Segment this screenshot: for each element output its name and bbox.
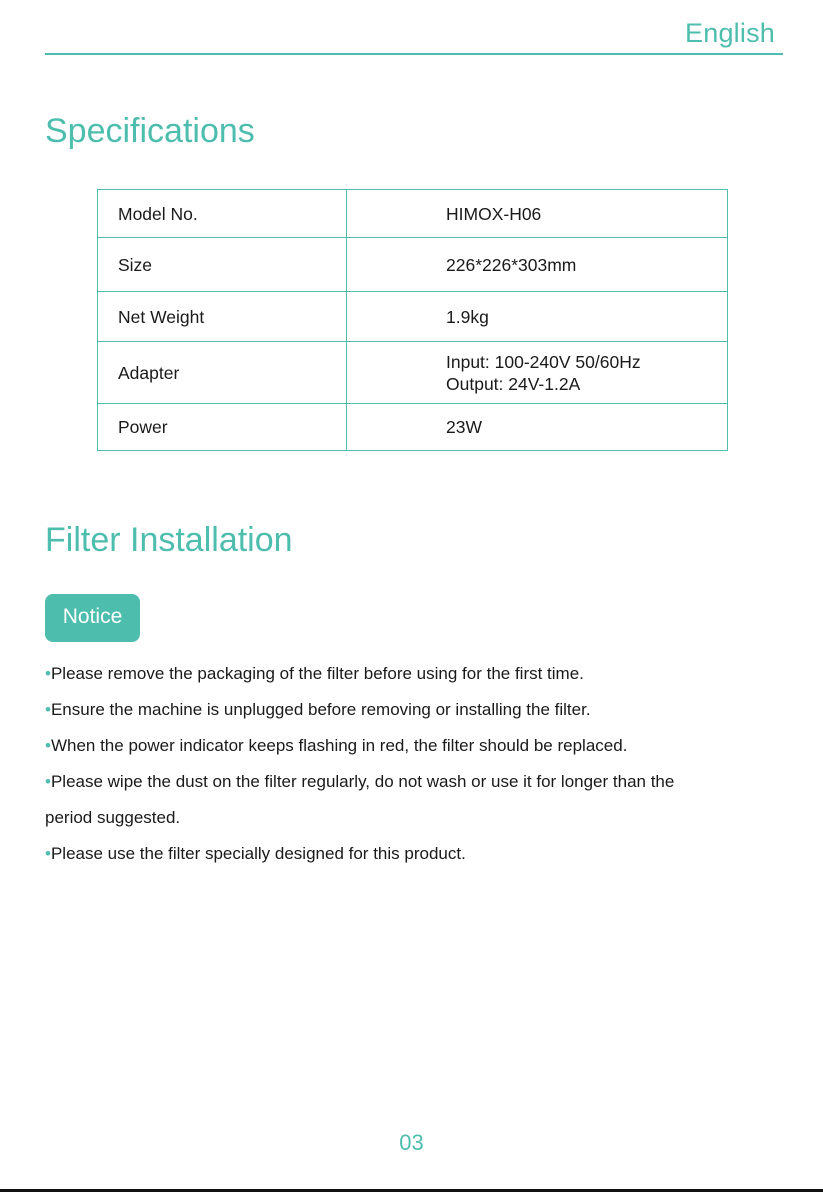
specifications-title: Specifications <box>45 112 255 150</box>
spec-key: Net Weight <box>98 292 347 342</box>
spec-value-line: Output: 24V-1.2A <box>446 373 581 394</box>
list-item-text: Please use the filter specially designed for this product. <box>50 844 466 863</box>
list-item-text: When the power indicator keeps flashing in red, the filter should be replaced. <box>50 736 628 755</box>
spec-value-line: HIMOX-H06 <box>446 203 542 224</box>
spec-value-line: 1.9kg <box>446 306 489 327</box>
spec-value-line: Input: 100-240V 50/60Hz <box>446 351 641 372</box>
spec-value-line: 23W <box>446 417 482 437</box>
page-number: 03 <box>399 1130 424 1155</box>
spec-value <box>347 190 728 238</box>
spec-key: Size <box>98 238 347 292</box>
list-item <box>45 692 785 728</box>
filter-installation-title: Filter Installation <box>45 521 293 559</box>
bullet-icon: • <box>45 772 51 791</box>
list-item <box>45 836 785 872</box>
table-row <box>98 190 728 238</box>
language-label: English <box>685 18 775 48</box>
spec-value-line: 226*226*303mm <box>446 254 577 275</box>
spec-value <box>347 342 728 404</box>
list-item-text: Please remove the packaging of the filter before using for the first time. <box>50 664 584 683</box>
spec-key: Adapter <box>98 342 347 404</box>
list-item-text: Ensure the machine is unplugged before removing or installing the filter. <box>50 700 591 719</box>
notice-list <box>45 656 785 872</box>
table-row <box>98 292 728 342</box>
list-item <box>45 728 785 764</box>
bullet-icon: • <box>45 736 51 755</box>
spec-value <box>347 238 728 292</box>
spec-key: Model No. <box>98 190 347 238</box>
table-row <box>98 404 728 451</box>
table-row <box>98 342 728 404</box>
list-item <box>45 764 725 836</box>
table-row <box>98 238 728 292</box>
bullet-icon: • <box>45 700 51 719</box>
bullet-icon: • <box>45 664 51 683</box>
list-item-text: Please wipe the dust on the filter regularly, do not wash or use it for longer than the period suggested. <box>45 772 675 827</box>
spec-value <box>347 404 728 451</box>
list-item <box>45 656 785 692</box>
header-divider <box>45 53 783 55</box>
notice-badge: Notice <box>45 594 140 642</box>
bullet-icon: • <box>45 844 51 863</box>
specifications-table <box>97 189 728 451</box>
spec-value <box>347 292 728 342</box>
spec-key: Power <box>98 404 347 451</box>
